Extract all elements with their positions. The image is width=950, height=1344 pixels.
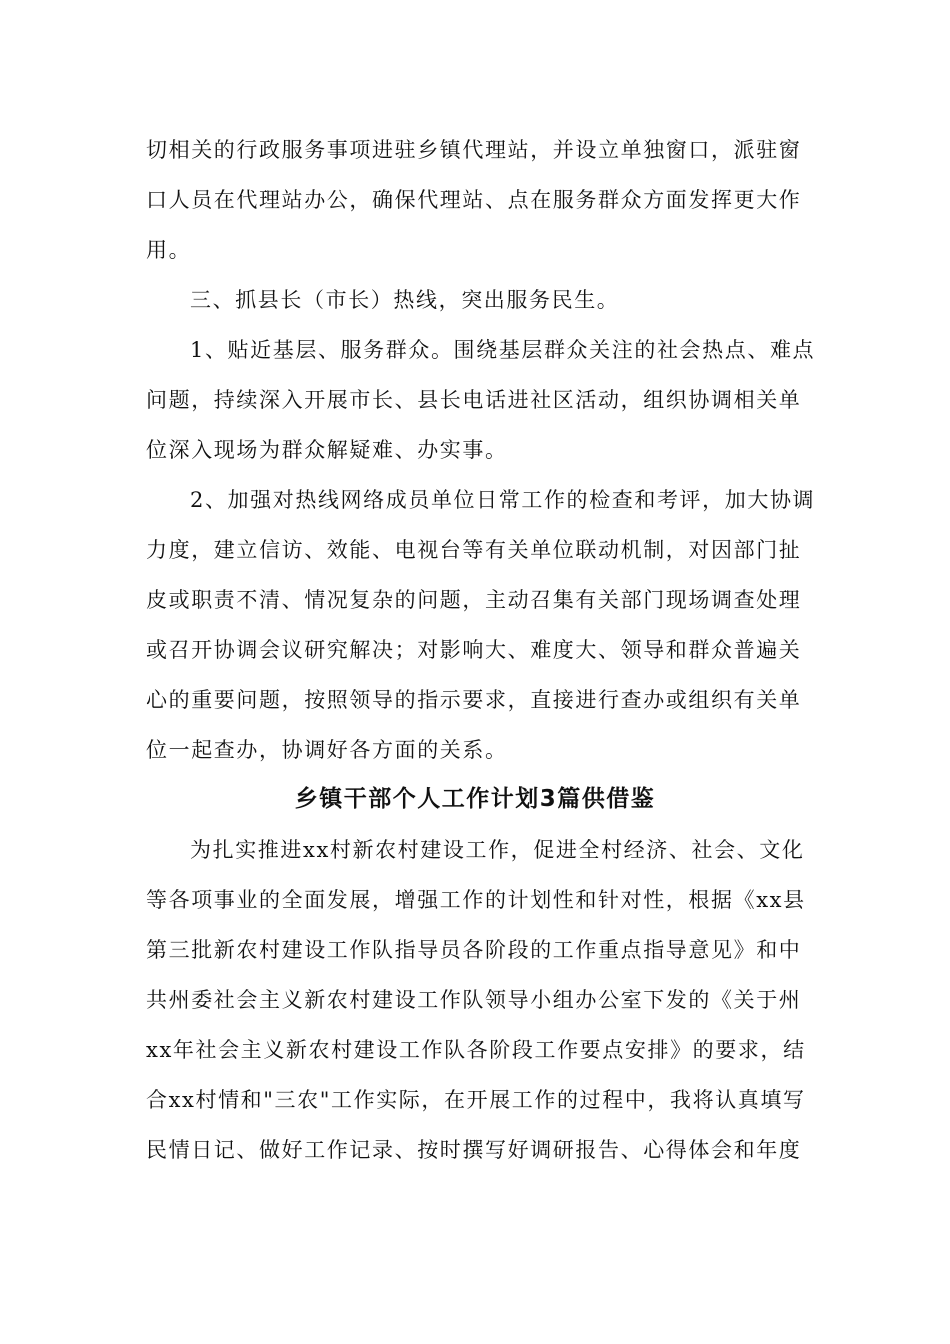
body-text-line: 皮或职责不清、情况复杂的问题，主动召集有关部门现场调查处理 xyxy=(146,588,802,612)
body-text-line: 共州委社会主义新农村建设工作队领导小组办公室下发的《关于州 xyxy=(146,988,802,1012)
section-heading-line: 三、抓县长（市长）热线，突出服务民生。 xyxy=(190,288,620,312)
body-text-line: 1、贴近基层、服务群众。围绕基层群众关注的社会热点、难点 xyxy=(190,338,816,362)
body-text-line: 等各项事业的全面发展，增强工作的计划性和针对性，根据《xx县 xyxy=(146,888,806,912)
body-text-line: 心的重要问题，按照领导的指示要求，直接进行查办或组织有关单 xyxy=(146,688,802,712)
body-text-line: 力度，建立信访、效能、电视台等有关单位联动机制，对因部门扯 xyxy=(146,538,802,562)
body-text-line: xx年社会主义新农村建设工作队各阶段工作要点安排》的要求，结 xyxy=(146,1038,806,1062)
body-text-line: 位深入现场为群众解疑难、办实事。 xyxy=(146,438,508,462)
body-text-line: 位一起查办，协调好各方面的关系。 xyxy=(146,738,508,762)
body-text-line: 用。 xyxy=(146,238,192,262)
body-text-line: 切相关的行政服务事项进驻乡镇代理站，并设立单独窗口，派驻窗 xyxy=(146,138,802,162)
body-text-line: 问题，持续深入开展市长、县长电话进社区活动，组织协调相关单 xyxy=(146,388,802,412)
body-text-line: 第三批新农村建设工作队指导员各阶段的工作重点指导意见》和中 xyxy=(146,938,802,962)
body-text-line: 合xx村情和"三农"工作实际，在开展工作的过程中，我将认真填写 xyxy=(146,1088,806,1112)
body-text-line: 2、加强对热线网络成员单位日常工作的检查和考评，加大协调 xyxy=(190,488,816,512)
body-text-line: 民情日记、做好工作记录、按时撰写好调研报告、心得体会和年度 xyxy=(146,1138,802,1162)
body-text-line: 或召开协调会议研究解决；对影响大、难度大、领导和群众普遍关 xyxy=(146,638,802,662)
document-title: 乡镇干部个人工作计划3篇供借鉴 xyxy=(294,786,656,812)
body-text-line: 为扎实推进xx村新农村建设工作，促进全村经济、社会、文化 xyxy=(190,838,805,862)
body-text-line: 口人员在代理站办公，确保代理站、点在服务群众方面发挥更大作 xyxy=(146,188,802,212)
